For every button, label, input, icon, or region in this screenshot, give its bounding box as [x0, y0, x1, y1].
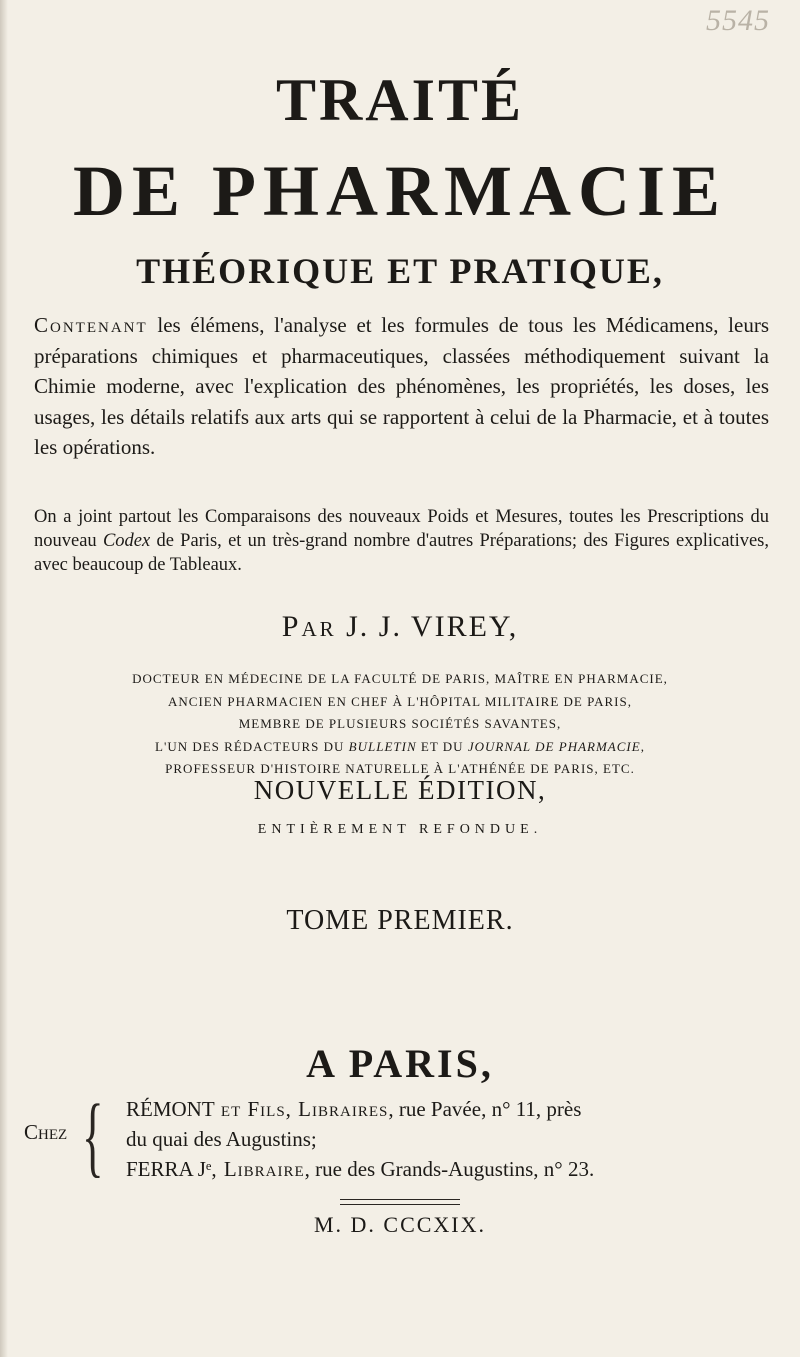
qualification-line-3: MEMBRE DE PLUSIEURS SOCIÉTÉS SAVANTES, [238, 716, 562, 731]
title-line-2: DE PHARMACIE [73, 151, 727, 231]
publisher-name-1: RÉMONT [126, 1097, 215, 1121]
note-paragraph [34, 505, 769, 577]
publisher-role-2: , Libraire [211, 1157, 305, 1181]
qualification-line-1: DOCTEUR EN MÉDECINE DE LA FACULTÉ DE PARIS, MAÎTRE EN PHARMACIE, [132, 671, 668, 686]
publisher-address-1: , rue Pavée, n° 11, près [388, 1097, 582, 1121]
author-line [0, 610, 800, 644]
note-before: On a joint partout les Comparaisons des nouveaux Poids et Mesures, toutes les Prescriptions du nouveau [34, 507, 769, 551]
description-paragraph [34, 310, 769, 463]
author-qualifications [20, 668, 780, 781]
brace-icon: { [82, 1087, 104, 1186]
note-codex: Codex [102, 531, 151, 551]
qualification-line-5: PROFESSEUR D'HISTOIRE NATURELLE À L'ATHÉNÉE DE PARIS, ETC. [165, 761, 635, 776]
description-lead: Contenant [34, 313, 148, 337]
imprint-chez: Chez [24, 1120, 68, 1144]
imprint-line-1 [126, 1094, 766, 1124]
note-after: de Paris, et un très-grand nombre d'autres Préparations; des Figures explicatives, avec beaucoup de Tableaux. [34, 531, 769, 575]
library-stamp: 5545 [706, 4, 770, 37]
edition-line-1: NOUVELLE ÉDITION, [253, 775, 547, 805]
publisher-name-2: FERRA Jᵉ [126, 1157, 212, 1181]
publication-date: M. D. CCCXIX. [313, 1212, 487, 1237]
qualification-line-4-c: , [640, 738, 645, 754]
publisher-address-2: , rue des Grands-Augustins, n° 23. [304, 1157, 595, 1181]
journal-title: JOURNAL DE PHARMACIE [467, 738, 641, 754]
qualification-line-4-a: L'UN DES RÉDACTEURS DU [155, 738, 349, 754]
author-par: Par [281, 610, 337, 643]
description-text: les élémens, l'analyse et les formules de tous les Médicamens, leurs préparations chimiques et pharmaceutiques, classées méthodiquement suivant la Chimie moderne, avec l'explication des phénomènes, les propriétés, les doses, les usages, les détails relatifs aux arts qui se rapportent à celui de la Pharmacie, et à toutes les opérations. [34, 313, 769, 459]
qualification-line-4-b: ET DU [416, 738, 468, 754]
title-line-1: TRAITÉ [275, 67, 525, 133]
publisher-role-1: et Fils, Libraires [214, 1097, 389, 1121]
bulletin-title: BULLETIN [348, 738, 417, 754]
qualification-line-4 [20, 736, 780, 759]
volume-label: TOME PREMIER. [286, 905, 514, 936]
edition-line-2: ENTIÈREMENT REFONDUE. [257, 822, 543, 837]
imprint-line-2: du quai des Augustins; [126, 1127, 317, 1151]
imprint-line-3 [126, 1154, 766, 1184]
divider-rule [340, 1199, 460, 1205]
qualification-line-2: ANCIEN PHARMACIEN EN CHEF À L'HÔPITAL MILITAIRE DE PARIS, [168, 693, 632, 709]
place-of-publication: A PARIS, [306, 1041, 494, 1086]
title-line-3: THÉORIQUE ET PRATIQUE, [136, 251, 664, 291]
author-name: J. J. VIREY, [346, 610, 519, 643]
